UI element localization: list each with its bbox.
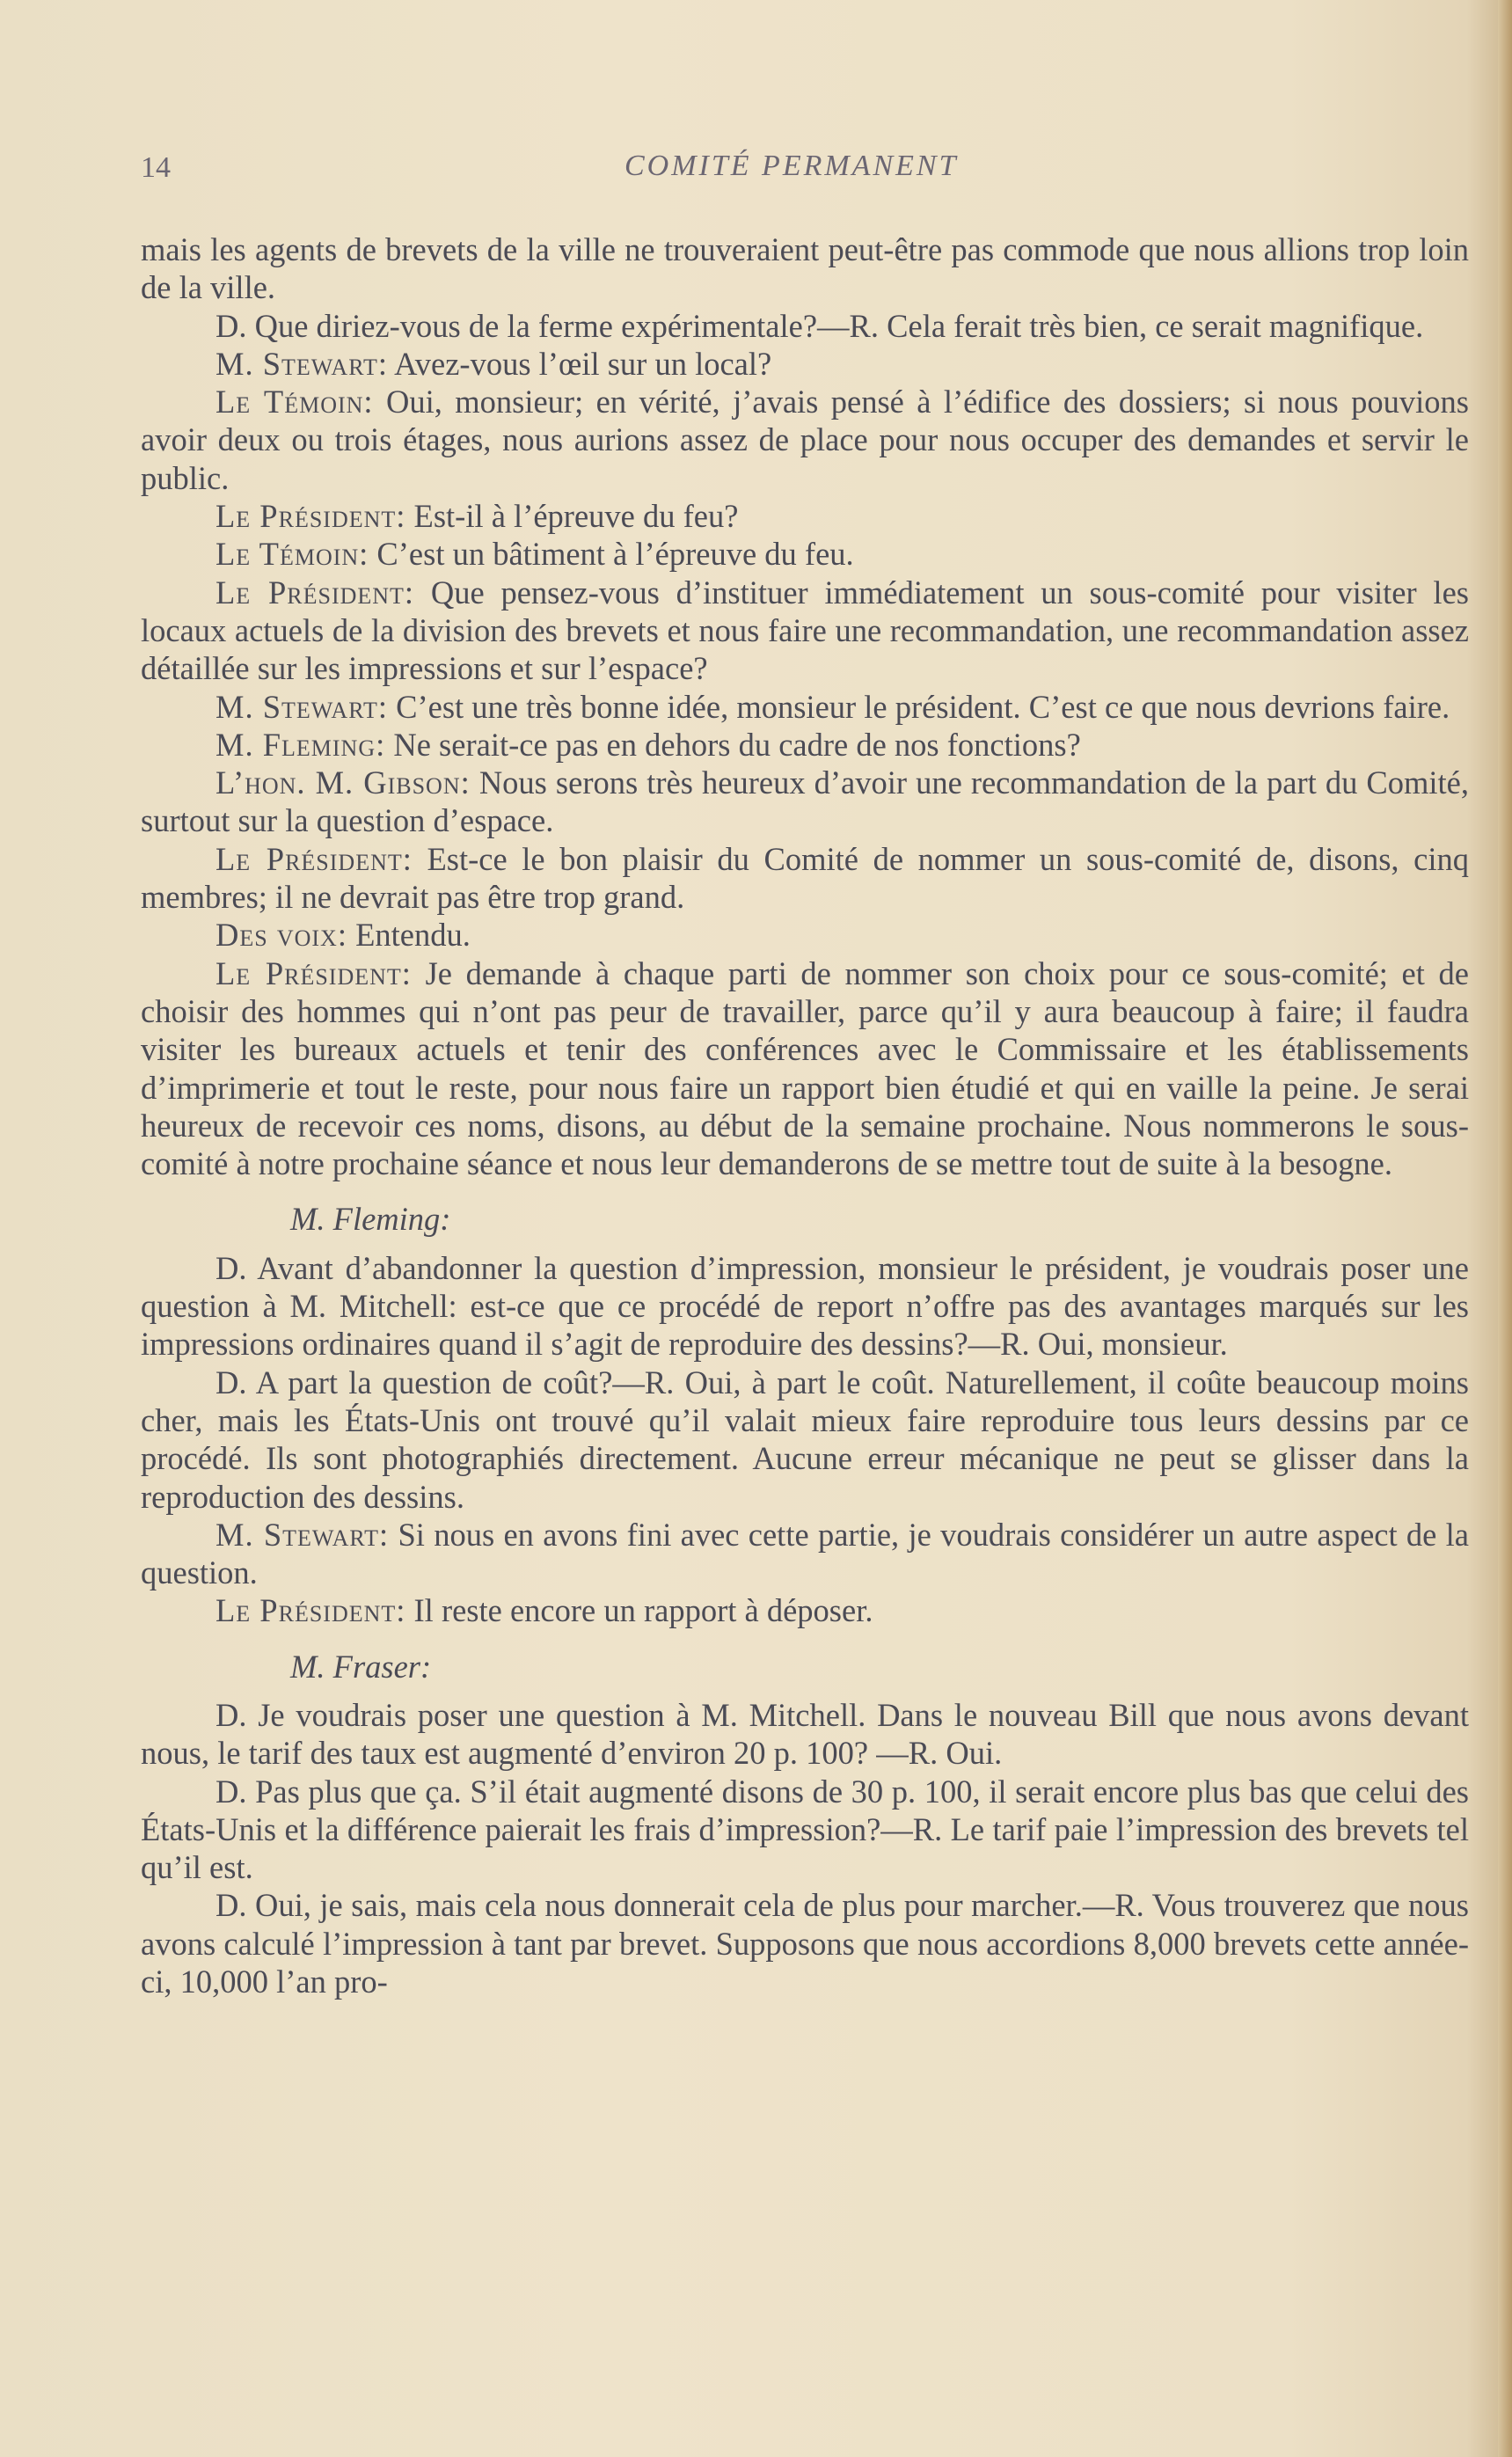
- paragraph: [141, 1364, 1469, 1516]
- paragraph: [141, 1773, 1469, 1887]
- paragraph: [141, 726, 1469, 764]
- page-number: 14: [141, 151, 171, 184]
- paragraph-text: Je demande à chaque parti de nommer son choix pour ce sous-comité; et de choisir des hommes qui n’ont pas peur de travailler, parce qu’il y aura beaucoup à faire; il faudra visiter les bureaux actuels et tenir des conférences avec le Commissaire et les établissements d’imprimerie et tout le reste, pour nous faire un rapport bien étudié et qui en vaille la peine. Je serai heureux de recevoir ces noms, disons, au début de la semaine prochaine. Nous nommerons le sous-comité à notre prochaine séance et nous leur demanderons de se mettre tout de suite à la besogne.: [141, 954, 1469, 1182]
- paragraph-text: Il reste encore un rapport à déposer.: [405, 1592, 873, 1629]
- paragraph: [141, 230, 1469, 307]
- speaker-name: Le Président:: [215, 840, 413, 877]
- paragraph-text: D. Avant d’abandonner la question d’impression, monsieur le président, je voudrais poser une question à M. Mitchell: est-ce que ce procédé de report n’offre pas des avantages marqués sur les impressions ordinaires quand il s’agit de reproduire des dessins?—R. Oui, monsieur.: [141, 1249, 1469, 1363]
- paragraph: [141, 307, 1469, 345]
- paragraph: [141, 1696, 1469, 1773]
- paragraph-text: Nous serons très heureux d’avoir une recommandation de la part du Comité, surtout sur la question d’espace.: [141, 764, 1469, 839]
- paragraph-text: Entendu.: [347, 917, 471, 954]
- paragraph: [141, 383, 1469, 497]
- paragraph-text: D. Oui, je sais, mais cela nous donnerait cela de plus pour marcher.—R. Vous trouverez que nous avons calculé l’impression à tant par brevet. Supposons que nous accordions 8,000 brevets cette année-ci, 10,000 l’an pro-: [141, 1887, 1469, 2000]
- paragraph-text: D. Que diriez-vous de la ferme expérimentale?—R. Cela ferait très bien, ce serait magnifique.: [215, 307, 1424, 344]
- paragraph-text: C’est une très bonne idée, monsieur le président. C’est ce que nous devrions faire.: [388, 688, 1450, 725]
- section-heading-fraser: M. Fraser:: [290, 1648, 432, 1685]
- speaker-name: M. Stewart:: [215, 1516, 390, 1553]
- paragraph-text: mais les agents de brevets de la ville ne trouveraient peut-être pas commode que nous allions trop loin de la ville.: [141, 231, 1469, 306]
- speaker-name: Le Président:: [215, 954, 412, 991]
- speaker-name: M. Stewart:: [215, 345, 389, 382]
- speaker-name: Le Témoin:: [215, 536, 369, 573]
- paragraph: [141, 574, 1469, 688]
- speaker-name: Le Président:: [215, 574, 415, 611]
- paragraph: [141, 840, 1469, 917]
- paragraph-text: Est-ce le bon plaisir du Comité de nommer un sous-comité de, disons, cinq membres; il ne devrait pas être trop grand.: [141, 840, 1470, 916]
- paragraph-text: Si nous en avons fini avec cette partie, je voudrais considérer un autre aspect de la question.: [141, 1516, 1469, 1591]
- paragraph: [141, 954, 1469, 1183]
- paragraph: [141, 1886, 1469, 2000]
- body-text: [141, 230, 1469, 2000]
- speaker-name: Le Président:: [215, 1592, 406, 1629]
- paragraph-text: Avez-vous l’œil sur un local?: [388, 345, 772, 382]
- running-title: COMITÉ PERMANENT: [625, 150, 959, 182]
- paragraph: [141, 764, 1469, 840]
- paragraph: [141, 345, 1469, 383]
- paragraph-text: D. Je voudrais poser une question à M. Mitchell. Dans le nouveau Bill que nous avons devant nous, le tarif des taux est augmenté d’environ 20 p. 100? —R. Oui.: [141, 1696, 1469, 1772]
- paragraph: [141, 1516, 1469, 1592]
- paragraph-text: Ne serait-ce pas en dehors du cadre de nos fonctions?: [385, 726, 1081, 763]
- speaker-name: L’hon. M. Gibson:: [215, 764, 471, 801]
- speaker-name: Le Président:: [215, 498, 406, 535]
- speaker-name: M. Fleming:: [215, 726, 386, 763]
- section-heading-fleming: M. Fleming:: [290, 1201, 451, 1238]
- page-header: [141, 148, 1469, 192]
- paragraph: [141, 1591, 1469, 1629]
- page-edge-shadow: [1498, 0, 1512, 2457]
- paragraph-text: Est-il à l’épreuve du feu?: [405, 498, 739, 535]
- paragraph: [141, 535, 1469, 573]
- speaker-name: Le Témoin:: [215, 384, 374, 420]
- paragraph-text: D. A part la question de coût?—R. Oui, à part le coût. Naturellement, il coûte beaucoup moins cher, mais les États-Unis ont trouvé qu’il valait mieux faire reproduire tous leurs dessins par ce procédé. Ils sont photographiés directement. Aucune erreur mécanique ne peut se glisser dans la reproduction des dessins.: [141, 1364, 1469, 1515]
- paragraph-text: C’est un bâtiment à l’épreuve du feu.: [369, 536, 854, 573]
- paragraph: [141, 497, 1469, 535]
- paragraph-text: Oui, monsieur; en vérité, j’avais pensé à l’édifice des dossiers; si nous pouvions avoir deux ou trois étages, nous aurions assez de place pour nous occuper des demandes et servir le public.: [141, 384, 1469, 496]
- paragraph-text: Que pensez-vous d’instituer immédiatement un sous-comité pour visiter les locaux actuels de la division des brevets et nous faire une recommandation, une recommandation assez détaillée sur les impressions et sur l’espace?: [141, 574, 1469, 687]
- speaker-name: Des voix:: [215, 917, 347, 954]
- paragraph: [141, 688, 1469, 726]
- speaker-name: M. Stewart:: [215, 688, 389, 725]
- paragraph-text: D. Pas plus que ça. S’il était augmenté disons de 30 p. 100, il serait encore plus bas que celui des États-Unis et la différence paierait les frais d’impression?—R. Le tarif paie l’impression des brevets tel qu’il est.: [141, 1773, 1469, 1886]
- paragraph: [141, 916, 1469, 954]
- paragraph: [141, 1249, 1469, 1364]
